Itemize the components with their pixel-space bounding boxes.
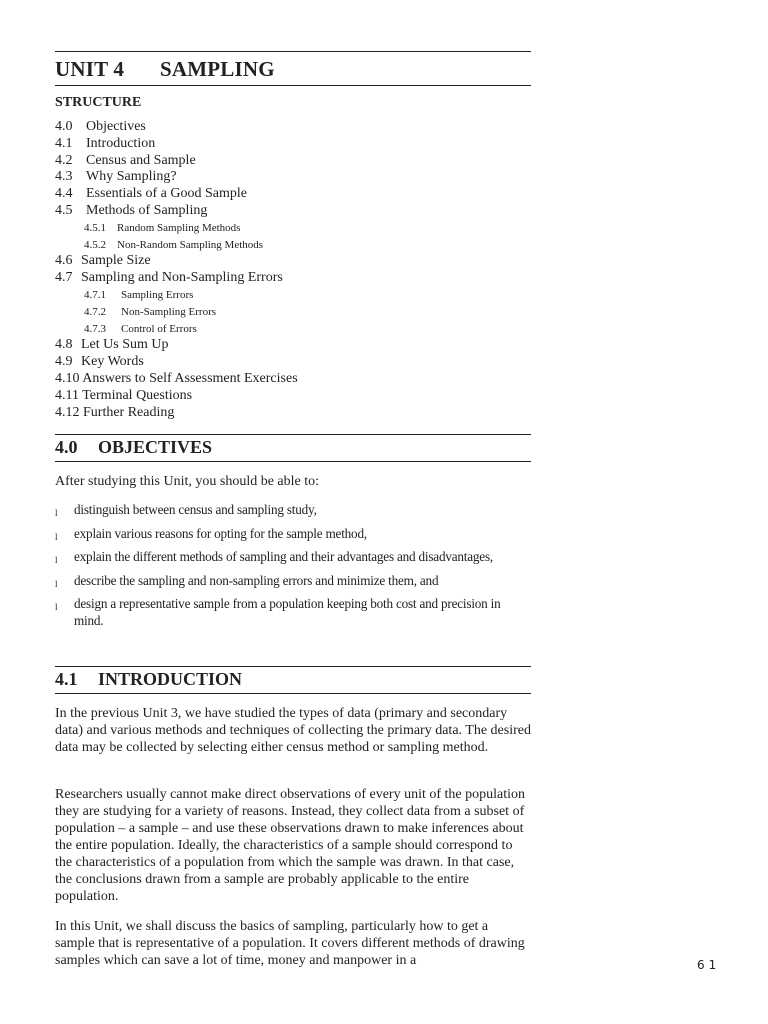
toc-item: 4.5 Methods of Sampling [55,202,208,218]
bullet-icon: l [55,555,58,565]
list-item: l explain the different methods of sampling and their advantages and disadvantages, [55,549,531,566]
introduction-paragraph-1: In the previous Unit 3, we have studied the types of data (primary and secondary data) and various methods and techniques of collecting the primary data. The desired data may be collected by selecting either census method or sampling method. [55,706,531,755]
toc-subitem: 4.7.2 Non-Sampling Errors [84,305,217,318]
unit-title [55,52,531,85]
toc-item: 4.8 Let Us Sum Up [55,337,169,353]
objectives-header [55,434,531,462]
toc-item: 4.10 Answers to Self Assessment Exercises [55,370,298,386]
section-title: 4.0 OBJECTIVES [55,437,213,457]
introduction-paragraph-2: Researchers usually cannot make direct observations of every unit of the population they are studying for a variety of reasons. Instead, they collect data from a subset of population – a sample – and use these observations drawn to make inferences about the entire population. Ideally, the characteristics of a sample should correspond to the characteristics of a population from which the sample was drawn. In that case, the conclusions drawn from a sample are probably applicable to the entire population. [55,787,526,904]
toc-subitem: 4.5.1 Random Sampling Methods [84,221,241,234]
toc-item: 4.3 Why Sampling? [55,169,177,185]
list-item: l explain various reasons for opting for the sample method, [55,526,531,543]
introduction-paragraph-3: In this Unit, we shall discuss the basics of sampling, particularly how to get a sample that is representative of a population. It covers different methods of drawing samples which can save a lot of time, money and manpower in a [55,919,525,968]
unit-number: UNIT 4 [55,57,125,81]
structure-list [55,119,298,421]
toc-item: 4.9 Key Words [55,354,144,370]
list-item: l design a representative sample from a population keeping both cost and precision in mind. [55,596,501,628]
toc-item: 4.2 Census and Sample [55,152,196,168]
unit-header [55,51,531,86]
objectives-list [55,502,531,636]
list-item: l distinguish between census and sampling study, [55,502,531,519]
unit-bottom-rule [55,85,531,86]
toc-item: 4.0 Objectives [55,119,146,134]
section-title: 4.1 INTRODUCTION [55,669,243,689]
toc-item: 4.12 Further Reading [55,404,175,420]
page-number: 61 [697,958,721,972]
bullet-icon: l [55,531,58,542]
objectives-intro: After studying this Unit, you should be able to: [55,474,320,489]
toc-item: 4.1 Introduction [55,135,156,151]
section-bottom-rule [55,693,531,694]
toc-subitem: 4.7.1 Sampling Errors [84,288,194,301]
toc-subitem: 4.7.3 Control of Errors [84,322,197,335]
unit-name: SAMPLING [160,57,275,81]
structure-heading: STRUCTURE [55,95,142,110]
bullet-icon: l [55,578,58,589]
list-item: l describe the sampling and non-sampling errors and minimize them, and [55,573,531,590]
toc-item: 4.4 Essentials of a Good Sample [55,186,247,202]
bullet-icon: l [55,602,58,612]
toc-subitem: 4.5.2 Non-Random Sampling Methods [84,238,264,251]
bullet-icon: l [55,508,58,518]
introduction-header [55,666,531,694]
toc-item: 4.11 Terminal Questions [55,387,193,403]
toc-item: 4.7 Sampling and Non-Sampling Errors [55,270,283,286]
toc-item: 4.6 Sample Size [55,253,151,269]
section-bottom-rule [55,461,531,462]
